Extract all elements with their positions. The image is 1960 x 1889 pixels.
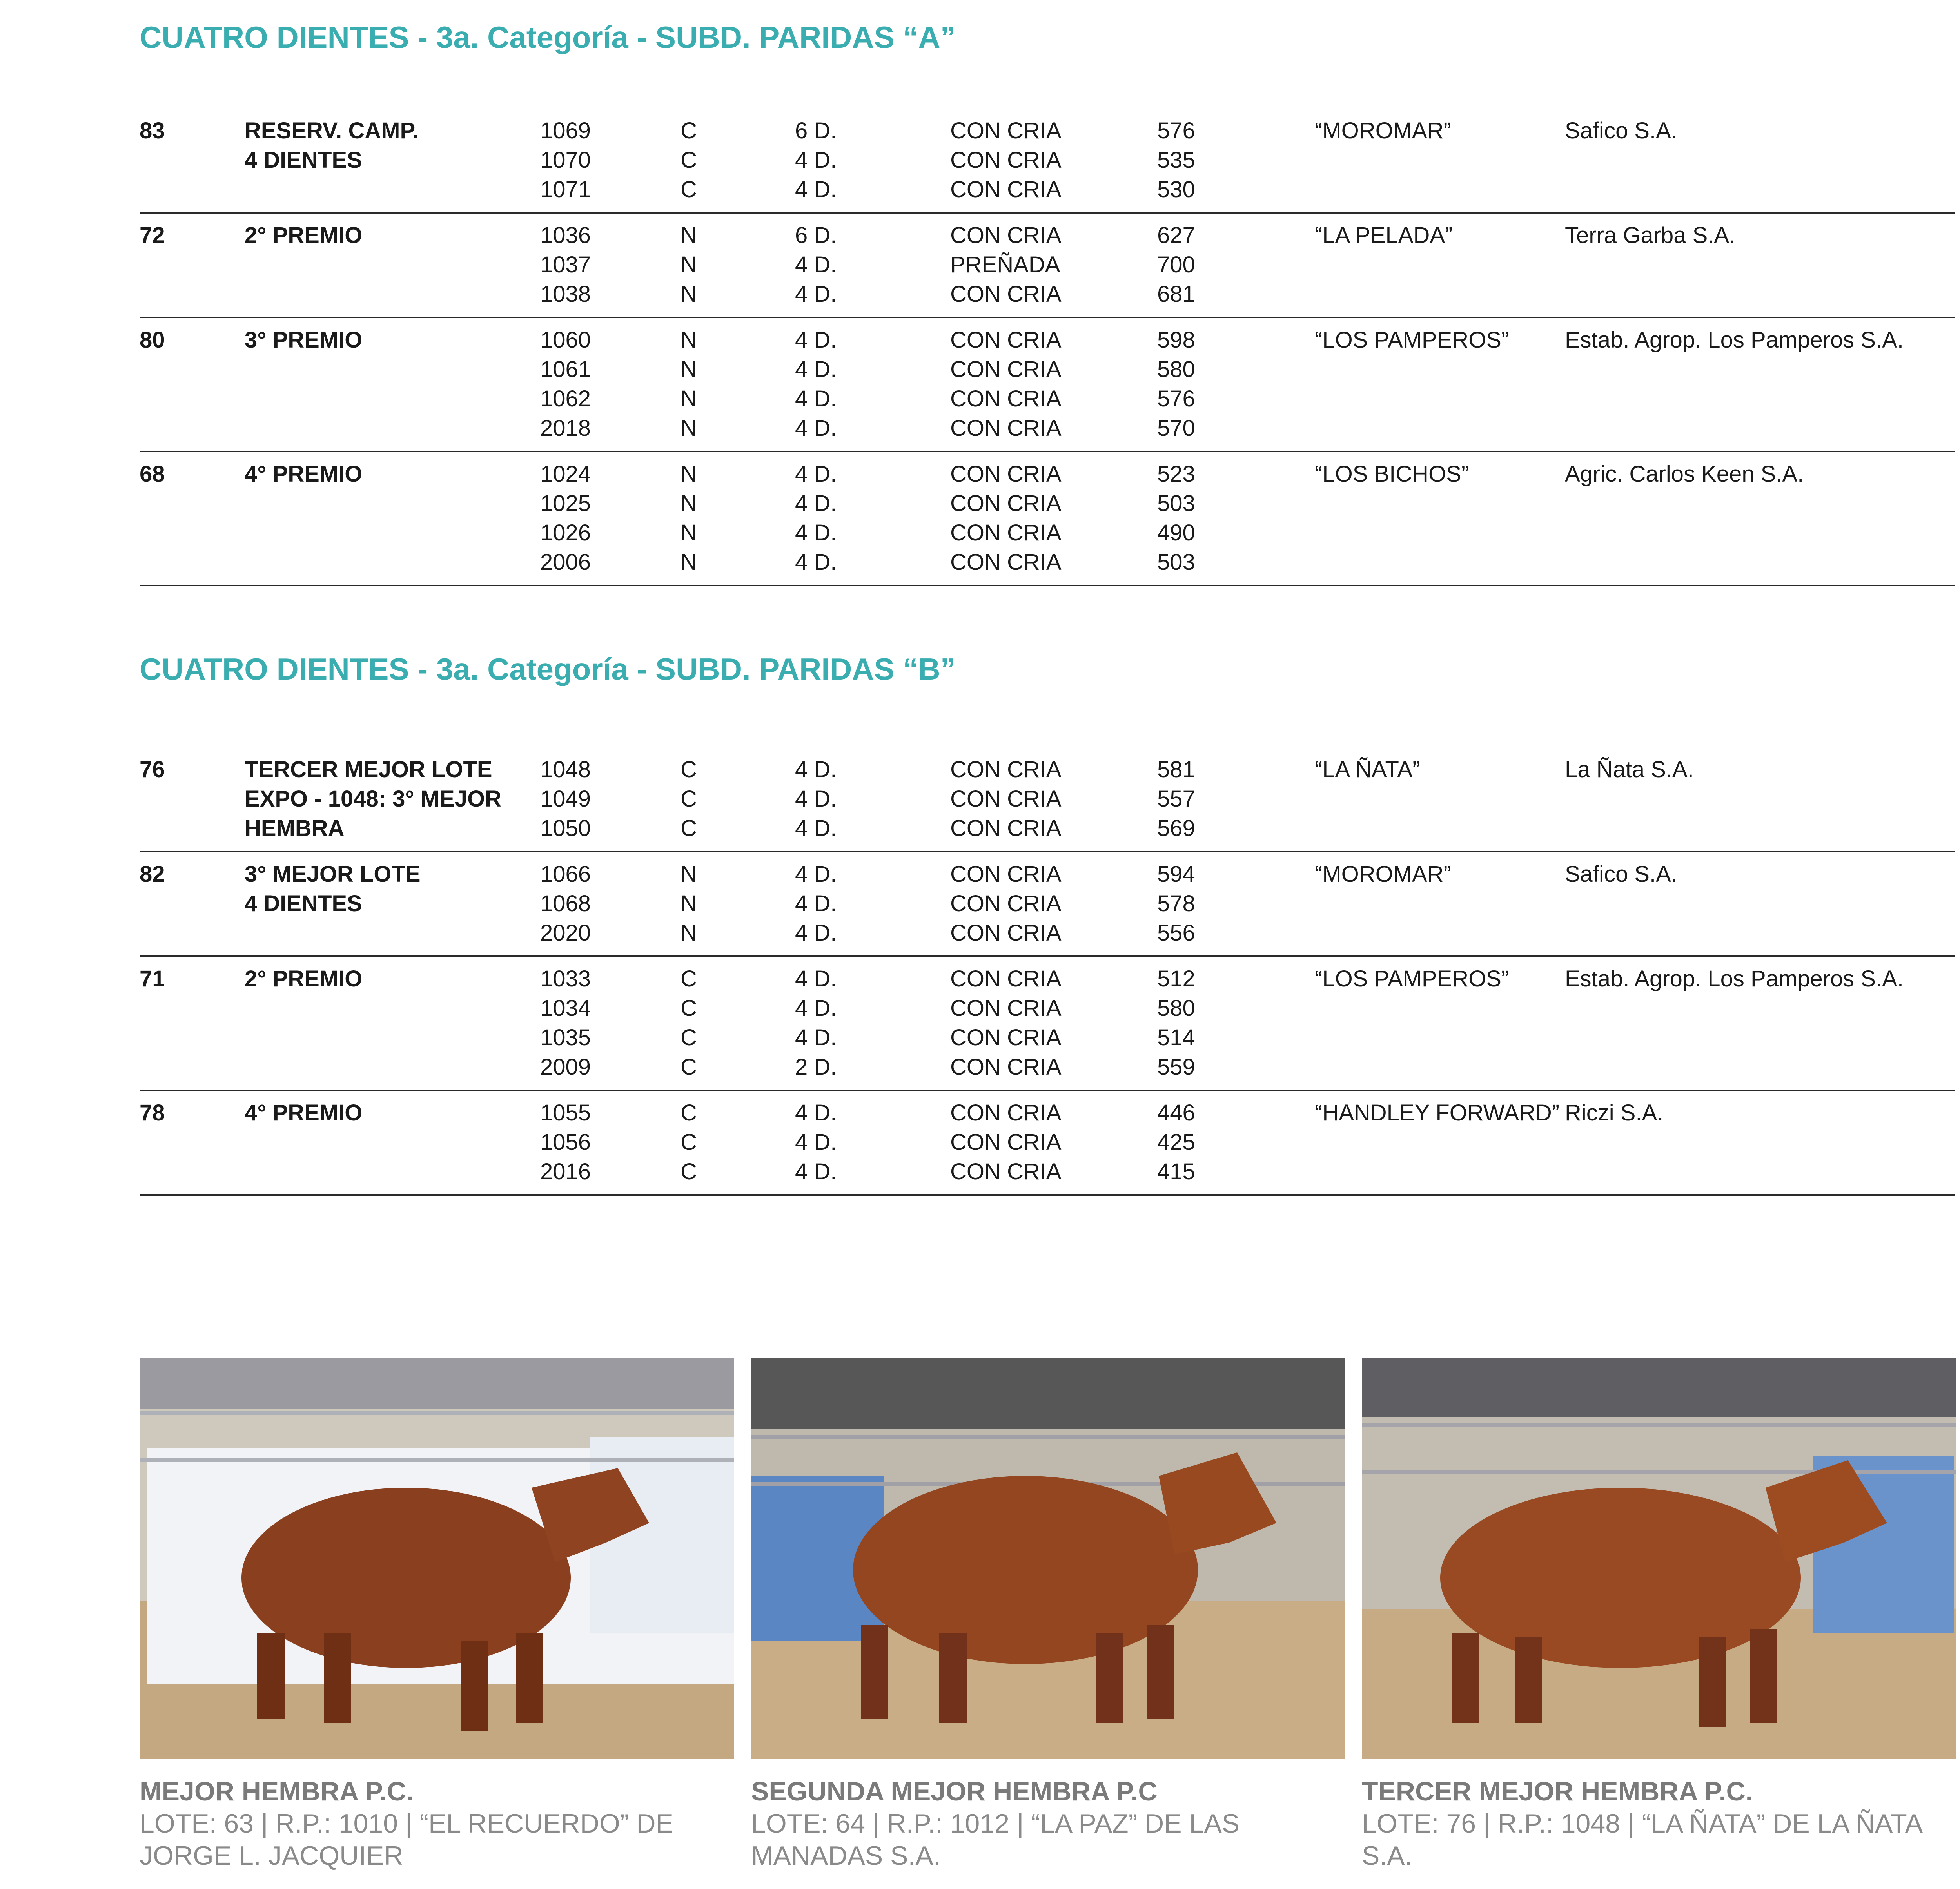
lot-number: 72: [140, 223, 165, 248]
coat-color: C: [681, 757, 697, 782]
section-title-b: CUATRO DIENTES - 3a. Categoría - SUBD. PARIDAS “B”: [140, 652, 956, 686]
award-line: 3° MEJOR LOTE: [245, 861, 421, 887]
status: CON CRIA: [950, 223, 1062, 248]
caption-text: LOTE: 63 | R.P.: 1010 | “EL RECUERDO” DE JORGE L. JACQUIER: [140, 1809, 673, 1871]
table-row: [140, 1098, 1955, 1128]
weight: 580: [1157, 995, 1195, 1021]
caption-best-female: [140, 1775, 743, 1872]
establishment: “LOS PAMPEROS”: [1315, 966, 1509, 992]
coat-color: C: [681, 1054, 697, 1080]
establishment: “MOROMAR”: [1315, 118, 1451, 143]
weight: 700: [1157, 252, 1195, 277]
teeth: 4 D.: [795, 327, 837, 353]
rp-number: 1048: [540, 757, 591, 782]
lot-group: [140, 452, 1955, 586]
status: CON CRIA: [950, 1100, 1062, 1126]
teeth: 4 D.: [795, 415, 837, 441]
weight: 415: [1157, 1159, 1195, 1184]
lot-group: [140, 957, 1955, 1091]
animal-rows: [140, 116, 1955, 204]
award-line: 2° PREMIO: [245, 223, 363, 248]
lot-number: 76: [140, 757, 165, 782]
coat-color: C: [681, 1025, 697, 1050]
table-row: [140, 1128, 1955, 1157]
establishment: “LA PELADA”: [1315, 223, 1453, 248]
coat-color: C: [681, 816, 697, 841]
animal-rows: [140, 221, 1955, 309]
status: CON CRIA: [950, 491, 1062, 516]
status: CON CRIA: [950, 1129, 1062, 1155]
weight: 580: [1157, 357, 1195, 382]
table-row: [140, 413, 1955, 443]
teeth: 4 D.: [795, 386, 837, 412]
owner: Terra Garba S.A.: [1565, 223, 1736, 248]
status: CON CRIA: [950, 1159, 1062, 1184]
weight: 535: [1157, 147, 1195, 173]
caption-third-best-female: [1362, 1775, 1960, 1872]
teeth: 4 D.: [795, 816, 837, 841]
teeth: 4 D.: [795, 1129, 837, 1155]
weight: 446: [1157, 1100, 1195, 1126]
caption-second-best-female: [751, 1775, 1355, 1872]
teeth: 4 D.: [795, 1025, 837, 1050]
teeth: 4 D.: [795, 252, 837, 277]
weight: 681: [1157, 281, 1195, 307]
weight: 569: [1157, 816, 1195, 841]
teeth: 4 D.: [795, 786, 837, 812]
photo-second-best-female: [751, 1358, 1345, 1759]
table-row: [140, 221, 1955, 250]
coat-color: C: [681, 1129, 697, 1155]
status: CON CRIA: [950, 786, 1062, 812]
weight: 570: [1157, 415, 1195, 441]
establishment: “LA ÑATA”: [1315, 757, 1420, 782]
status: CON CRIA: [950, 281, 1062, 307]
rp-number: 1024: [540, 461, 591, 487]
caption-title: SEGUNDA MEJOR HEMBRA P.C: [751, 1777, 1158, 1806]
table-row: [140, 859, 1955, 889]
rp-number: 1026: [540, 520, 591, 546]
status: CON CRIA: [950, 118, 1062, 143]
rp-number: 1037: [540, 252, 591, 277]
lot-group: [140, 318, 1955, 452]
weight: 556: [1157, 920, 1195, 946]
coat-color: C: [681, 786, 697, 812]
coat-color: N: [681, 357, 697, 382]
owner: Riczi S.A.: [1565, 1100, 1664, 1126]
status: CON CRIA: [950, 177, 1062, 202]
status: CON CRIA: [950, 757, 1062, 782]
rp-number: 1055: [540, 1100, 591, 1126]
rp-number: 1066: [540, 861, 591, 887]
status: CON CRIA: [950, 920, 1062, 946]
weight: 598: [1157, 327, 1195, 353]
award-line: EXPO - 1048: 3° MEJOR: [245, 786, 501, 812]
teeth: 4 D.: [795, 177, 837, 202]
weight: 627: [1157, 223, 1195, 248]
photo-best-female: [140, 1358, 734, 1759]
weight: 581: [1157, 757, 1195, 782]
award-line: 3° PREMIO: [245, 327, 363, 353]
rp-number: 1036: [540, 223, 591, 248]
status: CON CRIA: [950, 549, 1062, 575]
teeth: 4 D.: [795, 461, 837, 487]
status: CON CRIA: [950, 461, 1062, 487]
caption-title: TERCER MEJOR HEMBRA P.C.: [1362, 1777, 1753, 1806]
rp-number: 1062: [540, 386, 591, 412]
weight: 576: [1157, 386, 1195, 412]
weight: 503: [1157, 549, 1195, 575]
lot-group: [140, 1091, 1955, 1196]
rp-number: 1061: [540, 357, 591, 382]
lot-group: [140, 109, 1955, 214]
rp-number: 1038: [540, 281, 591, 307]
status: CON CRIA: [950, 1025, 1062, 1050]
coat-color: N: [681, 223, 697, 248]
teeth: 4 D.: [795, 920, 837, 946]
teeth: 4 D.: [795, 1100, 837, 1126]
lot-number: 71: [140, 966, 165, 992]
weight: 578: [1157, 891, 1195, 916]
status: CON CRIA: [950, 520, 1062, 546]
rp-number: 1049: [540, 786, 591, 812]
table-row: [140, 993, 1955, 1023]
coat-color: N: [681, 920, 697, 946]
teeth: 4 D.: [795, 491, 837, 516]
status: CON CRIA: [950, 816, 1062, 841]
lot-number: 78: [140, 1100, 165, 1126]
coat-color: C: [681, 177, 697, 202]
coat-color: C: [681, 118, 697, 143]
animal-rows: [140, 755, 1955, 843]
teeth: 6 D.: [795, 223, 837, 248]
table-row: [140, 518, 1955, 547]
teeth: 4 D.: [795, 520, 837, 546]
lot-number: 80: [140, 327, 165, 353]
table-row: [140, 250, 1955, 279]
table-row: [140, 918, 1955, 948]
table-row: [140, 175, 1955, 204]
section-title-a: CUATRO DIENTES - 3a. Categoría - SUBD. PARIDAS “A”: [140, 20, 956, 54]
table-row: [140, 116, 1955, 145]
results-table-b: [140, 748, 1955, 1196]
coat-color: N: [681, 327, 697, 353]
caption-text: LOTE: 76 | R.P.: 1048 | “LA ÑATA” DE LA ÑATA S.A.: [1362, 1809, 1922, 1871]
status: CON CRIA: [950, 1054, 1062, 1080]
weight: 530: [1157, 177, 1195, 202]
lot-group: [140, 214, 1955, 318]
owner: Estab. Agrop. Los Pamperos S.A.: [1565, 327, 1904, 353]
teeth: 4 D.: [795, 549, 837, 575]
rp-number: 1070: [540, 147, 591, 173]
table-row: [140, 489, 1955, 518]
lot-group: [140, 748, 1955, 852]
owner: La Ñata S.A.: [1565, 757, 1694, 782]
table-row: [140, 355, 1955, 384]
award-line: RESERV. CAMP.: [245, 118, 419, 143]
table-row: [140, 1023, 1955, 1052]
weight: 559: [1157, 1054, 1195, 1080]
coat-color: N: [681, 281, 697, 307]
owner: Estab. Agrop. Los Pamperos S.A.: [1565, 966, 1904, 992]
status: CON CRIA: [950, 891, 1062, 916]
table-row: [140, 755, 1955, 784]
establishment: “HANDLEY FORWARD”: [1315, 1100, 1560, 1126]
animal-rows: [140, 964, 1955, 1082]
table-row: [140, 1157, 1955, 1186]
award-line: TERCER MEJOR LOTE: [245, 757, 492, 782]
teeth: 4 D.: [795, 861, 837, 887]
table-row: [140, 279, 1955, 309]
animal-rows: [140, 1098, 1955, 1186]
animal-rows: [140, 459, 1955, 577]
teeth: 2 D.: [795, 1054, 837, 1080]
teeth: 4 D.: [795, 995, 837, 1021]
teeth: 4 D.: [795, 891, 837, 916]
table-row: [140, 547, 1955, 577]
caption-title: MEJOR HEMBRA P.C.: [140, 1777, 414, 1806]
weight: 594: [1157, 861, 1195, 887]
status: CON CRIA: [950, 415, 1062, 441]
rp-number: 1069: [540, 118, 591, 143]
weight: 523: [1157, 461, 1195, 487]
owner: Agric. Carlos Keen S.A.: [1565, 461, 1804, 487]
establishment: “LOS BICHOS”: [1315, 461, 1469, 487]
table-row: [140, 964, 1955, 993]
weight: 557: [1157, 786, 1195, 812]
weight: 576: [1157, 118, 1195, 143]
award-line: HEMBRA: [245, 816, 345, 841]
rp-number: 1068: [540, 891, 591, 916]
coat-color: N: [681, 861, 697, 887]
lot-number: 68: [140, 461, 165, 487]
weight: 514: [1157, 1025, 1195, 1050]
rp-number: 1060: [540, 327, 591, 353]
status: CON CRIA: [950, 357, 1062, 382]
teeth: 4 D.: [795, 966, 837, 992]
rp-number: 1025: [540, 491, 591, 516]
owner: Safico S.A.: [1565, 861, 1677, 887]
teeth: 4 D.: [795, 147, 837, 173]
photo-third-best-female: [1362, 1358, 1956, 1759]
status: CON CRIA: [950, 327, 1062, 353]
coat-color: N: [681, 415, 697, 441]
coat-color: C: [681, 1100, 697, 1126]
teeth: 4 D.: [795, 1159, 837, 1184]
rp-number: 2018: [540, 415, 591, 441]
caption-text: LOTE: 64 | R.P.: 1012 | “LA PAZ” DE LAS MANADAS S.A.: [751, 1809, 1240, 1871]
status: CON CRIA: [950, 386, 1062, 412]
status: CON CRIA: [950, 966, 1062, 992]
establishment: “LOS PAMPEROS”: [1315, 327, 1509, 353]
coat-color: N: [681, 891, 697, 916]
rp-number: 1033: [540, 966, 591, 992]
lot-number: 83: [140, 118, 165, 143]
coat-color: C: [681, 1159, 697, 1184]
table-row: [140, 325, 1955, 355]
table-row: [140, 889, 1955, 918]
coat-color: C: [681, 147, 697, 173]
coat-color: C: [681, 966, 697, 992]
award-line: 2° PREMIO: [245, 966, 363, 992]
rp-number: 1056: [540, 1129, 591, 1155]
rp-number: 2006: [540, 549, 591, 575]
award-line: 4° PREMIO: [245, 461, 363, 487]
award-line: 4° PREMIO: [245, 1100, 363, 1126]
weight: 503: [1157, 491, 1195, 516]
teeth: 4 D.: [795, 281, 837, 307]
table-row: [140, 145, 1955, 175]
status: CON CRIA: [950, 861, 1062, 887]
status: CON CRIA: [950, 995, 1062, 1021]
rp-number: 1035: [540, 1025, 591, 1050]
status: CON CRIA: [950, 147, 1062, 173]
teeth: 4 D.: [795, 757, 837, 782]
weight: 490: [1157, 520, 1195, 546]
status: PREÑADA: [950, 252, 1060, 277]
establishment: “MOROMAR”: [1315, 861, 1451, 887]
coat-color: N: [681, 549, 697, 575]
table-row: [140, 784, 1955, 814]
coat-color: C: [681, 995, 697, 1021]
rp-number: 1071: [540, 177, 591, 202]
lot-number: 82: [140, 861, 165, 887]
rp-number: 2016: [540, 1159, 591, 1184]
animal-rows: [140, 325, 1955, 443]
owner: Safico S.A.: [1565, 118, 1677, 143]
coat-color: N: [681, 252, 697, 277]
rp-number: 2009: [540, 1054, 591, 1080]
award-line: 4 DIENTES: [245, 147, 362, 173]
table-row: [140, 1052, 1955, 1082]
teeth: 6 D.: [795, 118, 837, 143]
rp-number: 2020: [540, 920, 591, 946]
rp-number: 1034: [540, 995, 591, 1021]
award-line: 4 DIENTES: [245, 891, 362, 916]
coat-color: N: [681, 520, 697, 546]
animal-rows: [140, 859, 1955, 948]
teeth: 4 D.: [795, 357, 837, 382]
rp-number: 1050: [540, 816, 591, 841]
table-row: [140, 384, 1955, 413]
weight: 512: [1157, 966, 1195, 992]
weight: 425: [1157, 1129, 1195, 1155]
lot-group: [140, 852, 1955, 957]
coat-color: N: [681, 491, 697, 516]
table-row: [140, 814, 1955, 843]
coat-color: N: [681, 386, 697, 412]
table-row: [140, 459, 1955, 489]
coat-color: N: [681, 461, 697, 487]
results-table-a: [140, 109, 1955, 586]
